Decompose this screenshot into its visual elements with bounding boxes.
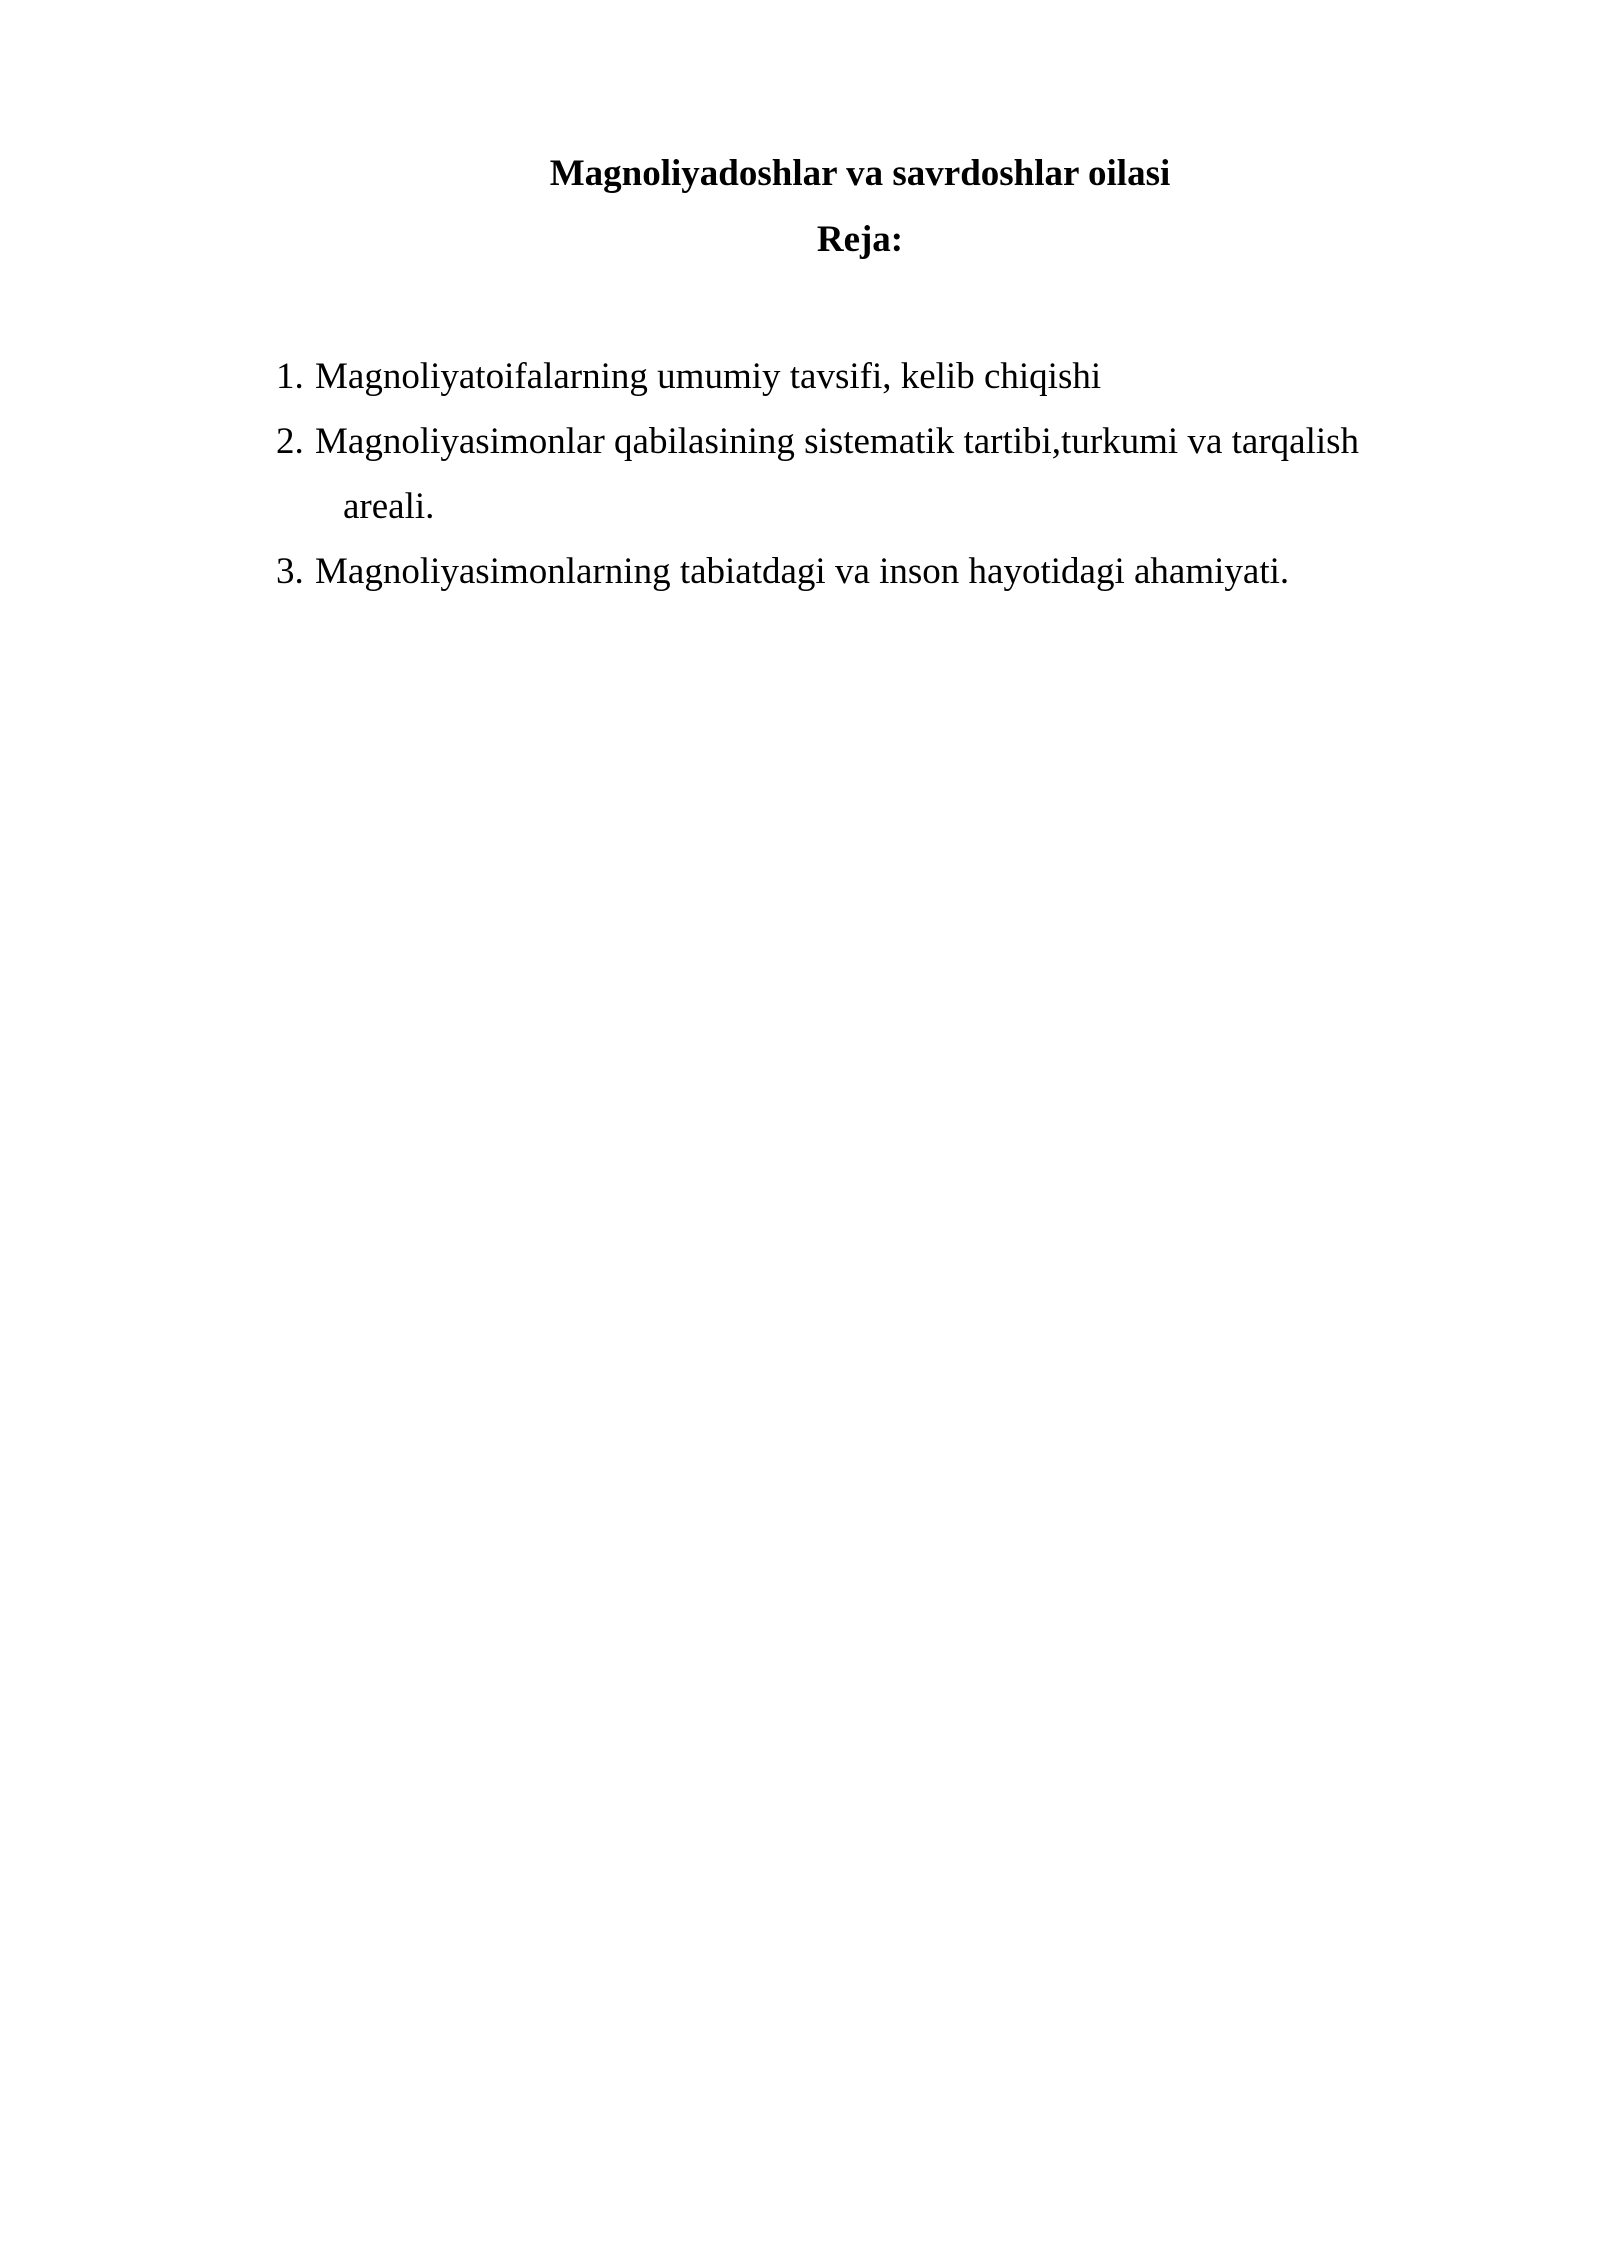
plan-item-2 bbox=[276, 409, 1406, 539]
plan-item-text-continuation: areali. bbox=[343, 486, 435, 527]
plan-list bbox=[276, 344, 1406, 604]
plan-item-1 bbox=[276, 344, 1406, 409]
plan-item-number: 3. bbox=[276, 551, 304, 592]
plan-item-text: Magnoliyasimonlarning tabiatdagi va inson hayotidagi ahamiyati. bbox=[315, 551, 1290, 592]
plan-item-text: Magnoliyasimonlar qabilasining sistematik tartibi,turkumi va tarqalish bbox=[315, 421, 1360, 462]
document-title: Magnoliyadoshlar va savrdoshlar oilasi bbox=[549, 153, 1171, 194]
plan-heading: Reja: bbox=[816, 219, 904, 260]
plan-item-number: 2. bbox=[276, 421, 304, 462]
plan-item-number: 1. bbox=[276, 356, 304, 397]
plan-item-text: Magnoliyatoifalarning umumiy tavsifi, kelib chiqishi bbox=[315, 356, 1102, 397]
plan-item-3 bbox=[276, 539, 1406, 604]
